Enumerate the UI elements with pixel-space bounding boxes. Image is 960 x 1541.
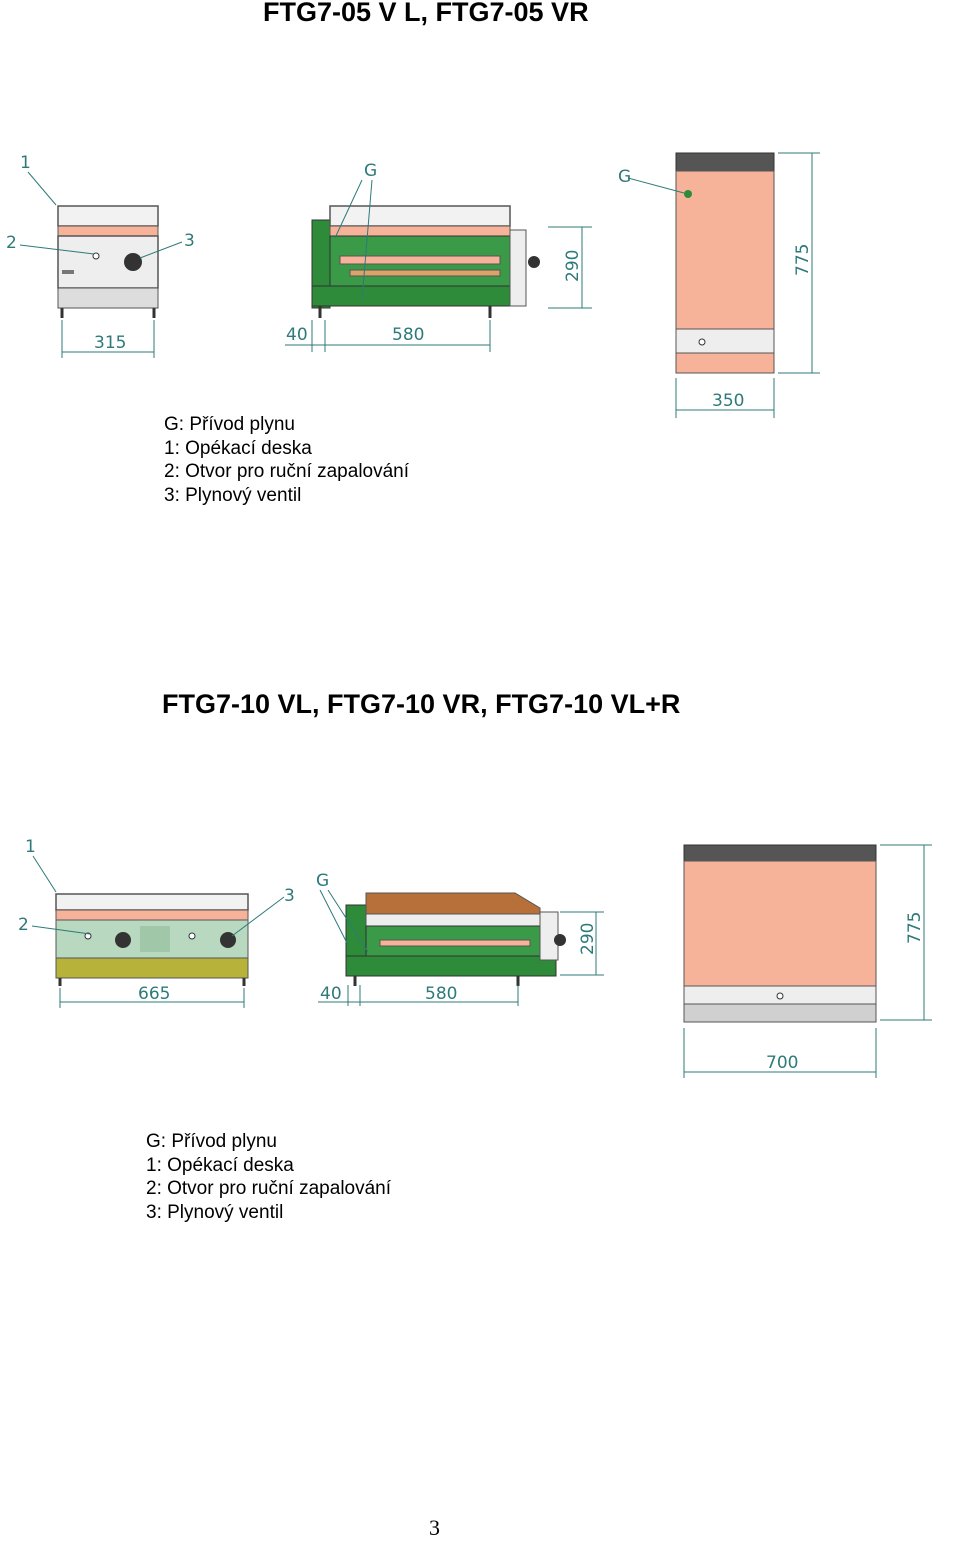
callout-g-top: G [618, 167, 632, 187]
dim-offset: 40 [286, 325, 308, 345]
section2-title: FTG7-10 VL, FTG7-10 VR, FTG7-10 VL+R [162, 689, 681, 719]
dim-front-width: 665 [138, 984, 171, 1004]
section2-legend [146, 1130, 391, 1224]
dim-front-width: 315 [94, 333, 127, 353]
callout-3: 3 [184, 231, 195, 251]
dim-depth: 580 [392, 325, 425, 345]
dim-height: 290 [578, 922, 598, 955]
page-number: 3 [429, 1515, 440, 1540]
legend-item: 1: Opékací deska [146, 1154, 294, 1176]
legend-item: 3: Plynový ventil [164, 484, 302, 506]
callout-2: 2 [6, 233, 17, 253]
callout-2: 2 [18, 915, 29, 935]
legend-item: G: Přívod plynu [164, 414, 295, 435]
callout-g-side: G [316, 871, 330, 891]
legend-item: 2: Otvor pro ruční zapalování [146, 1178, 392, 1199]
callout-1: 1 [25, 837, 36, 857]
section2-side-view [316, 871, 604, 1006]
dim-height: 290 [563, 249, 583, 282]
dim-depth: 580 [425, 984, 458, 1004]
dim-offset: 40 [320, 984, 342, 1004]
section1-title: FTG7-05 V L, FTG7-05 VR [263, 0, 589, 27]
dim-top-depth: 775 [905, 911, 925, 944]
dim-top-depth: 775 [793, 243, 813, 276]
section2-top-view [684, 845, 932, 1078]
callout-1: 1 [20, 153, 31, 173]
dim-top-width: 350 [712, 391, 745, 411]
callout-3: 3 [284, 886, 295, 906]
section2-front-view [18, 837, 295, 1008]
legend-item: 3: Plynový ventil [146, 1201, 284, 1223]
legend-item: 1: Opékací deska [164, 437, 312, 459]
callout-g-side: G [364, 161, 378, 181]
legend-item: G: Přívod plynu [146, 1131, 277, 1152]
dim-top-width: 700 [766, 1053, 799, 1073]
legend-item: 2: Otvor pro ruční zapalování [164, 461, 410, 482]
